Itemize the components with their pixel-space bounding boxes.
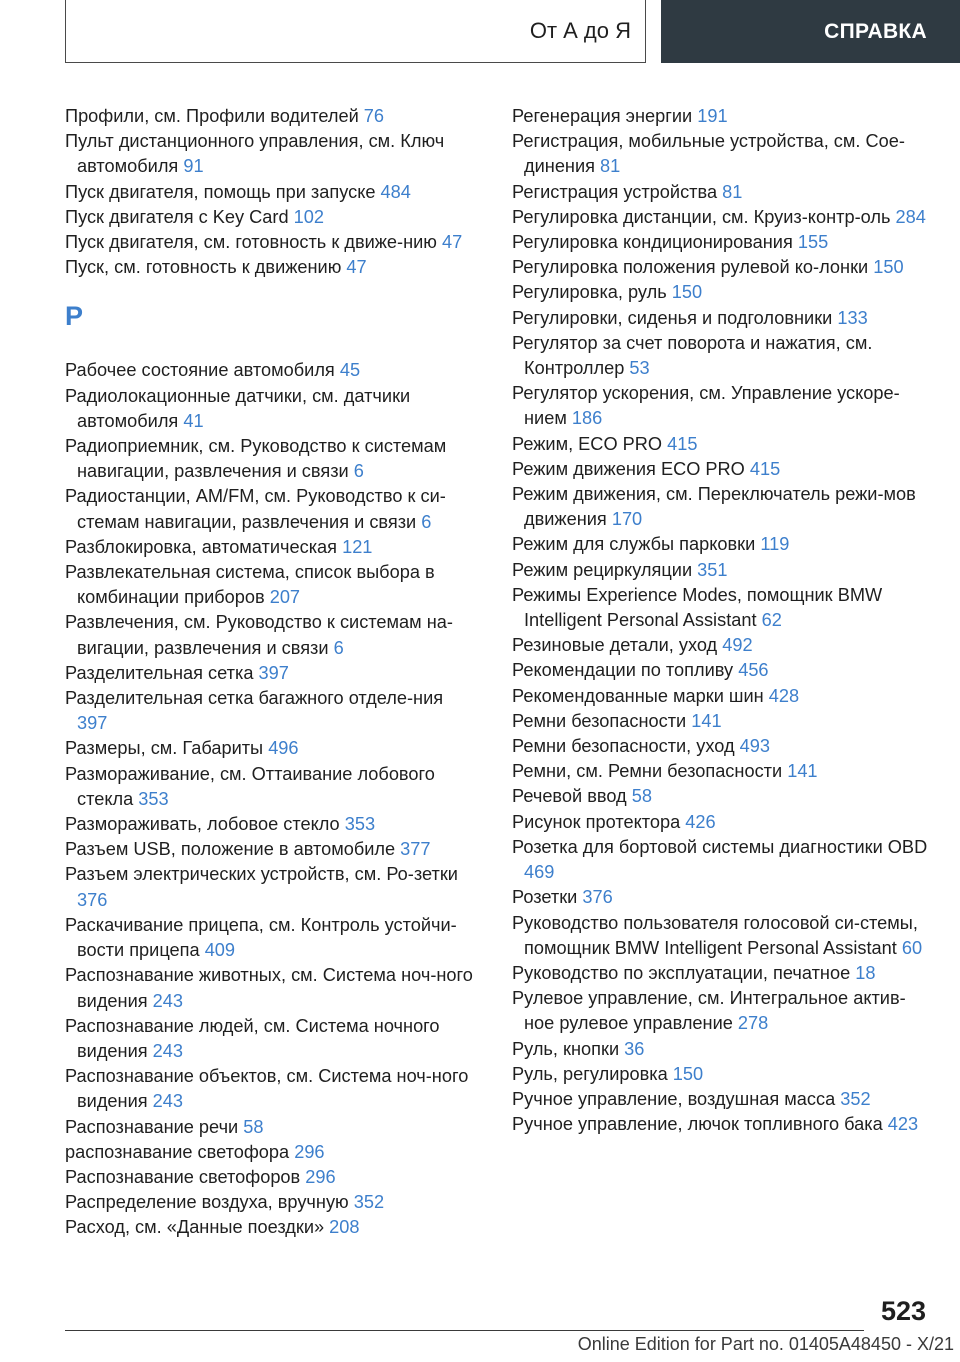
index-entry — [512, 381, 932, 431]
index-entry-page-link[interactable]: 415 — [749, 458, 781, 479]
index-entry-text: Раскачивание прицепа, см. Контроль устойчи-вости прицепа — [65, 914, 457, 961]
index-entry — [512, 658, 932, 683]
index-entry-text: Регистрация устройства — [512, 181, 723, 202]
index-entry-page-link[interactable]: 62 — [761, 610, 782, 631]
index-entry-page-link[interactable]: 36 — [624, 1038, 645, 1059]
index-entry — [65, 180, 475, 205]
index-entry-text: Режим движения, см. Переключатель режи-мов движения — [512, 484, 916, 530]
index-entry-text: Ручное управление, воздушная масса — [512, 1088, 841, 1109]
index-entry-text: Регулировки, сиденья и подголовники — [512, 307, 838, 328]
index-entry — [65, 812, 475, 837]
index-entry-page-link[interactable]: 186 — [571, 408, 603, 429]
index-entry-text: Распознавание животных, см. Система ноч-ного видения — [65, 965, 473, 1011]
index-entry-page-link[interactable]: 18 — [855, 962, 876, 983]
index-entry — [65, 1190, 475, 1215]
index-entry — [512, 1087, 932, 1112]
index-entry-page-link[interactable]: 6 — [353, 461, 364, 482]
index-entry-page-link[interactable]: 150 — [671, 282, 703, 303]
index-entry — [512, 1112, 932, 1137]
index-entry-page-link[interactable]: 6 — [421, 511, 432, 532]
index-entry — [512, 129, 932, 179]
index-entry — [512, 583, 932, 633]
index-entry — [65, 1215, 475, 1240]
index-entry — [65, 1014, 475, 1064]
index-entry-page-link[interactable]: 409 — [204, 940, 236, 961]
index-entry-text: Пуск двигателя, см. готовность к движе-нию — [65, 232, 442, 253]
index-entry — [512, 734, 932, 759]
index-entry-text: Развлечения, см. Руководство к системам на-вигации, развлечения и связи — [65, 612, 453, 658]
index-entry-text: Пуск двигателя, помощь при запуске — [65, 181, 381, 202]
index-entry — [65, 736, 475, 761]
index-list-left-top — [65, 104, 475, 280]
index-entry-text: Рекомендованные марки шин — [512, 685, 769, 706]
index-entry-page-link[interactable]: 469 — [524, 862, 555, 883]
index-entry — [512, 835, 932, 885]
index-entry — [65, 535, 475, 560]
index-entry — [65, 1165, 475, 1190]
index-entry-page-link[interactable]: 376 — [582, 887, 613, 908]
index-entry — [65, 1064, 475, 1114]
index-entry-page-link[interactable]: 352 — [353, 1192, 385, 1213]
index-entry-text: Розетка для бортовой системы диагностики OBD — [512, 836, 928, 857]
index-entry — [65, 104, 475, 129]
index-entry-text: Радиолокационные датчики, см. датчики автомобиля — [65, 385, 411, 431]
index-entry-text: Размеры, см. Габариты — [65, 738, 269, 759]
index-entry-text: Размораживать, лобовое стекло — [65, 814, 345, 835]
index-entry-page-link[interactable]: 351 — [697, 559, 728, 580]
index-entry-text: Регулировка положения рулевой ко-лонки — [512, 257, 874, 278]
index-entry-page-link[interactable]: 296 — [294, 1141, 325, 1162]
index-entry-page-link[interactable]: 352 — [840, 1088, 871, 1109]
index-entry-text: Регенерация энергии — [512, 106, 698, 126]
index-entry-text: Рабочее состояние автомобиля — [65, 360, 340, 381]
index-entry — [512, 230, 932, 255]
index-entry — [65, 255, 475, 280]
index-entry-text: Распознавание речи — [65, 1116, 244, 1137]
index-entry — [65, 230, 475, 255]
index-entry-text: Регулировка кондиционирования — [512, 232, 798, 253]
index-entry — [512, 759, 932, 784]
index-entry — [512, 180, 932, 205]
index-entry-text: Рисунок протектора — [512, 811, 686, 832]
index-entry — [65, 862, 475, 912]
index-list-right — [512, 104, 932, 1137]
index-entry-page-link[interactable]: 243 — [152, 1091, 184, 1112]
index-list-left-bottom — [65, 358, 475, 1240]
index-entry-text: Руль, кнопки — [512, 1038, 625, 1059]
index-entry-page-link[interactable]: 47 — [346, 257, 367, 278]
index-entry-text: Режим движения ECO PRO — [512, 458, 750, 479]
index-entry-page-link[interactable]: 6 — [333, 637, 344, 658]
chapter-tab[interactable] — [661, 0, 960, 63]
index-entry-text: Размораживание, см. Оттаивание лобового стекла — [65, 763, 435, 809]
index-entry-text: Расход, см. «Данные поездки» — [65, 1217, 330, 1238]
section-title: От А до Я — [529, 18, 631, 43]
index-entry — [65, 434, 475, 484]
index-entry — [512, 280, 932, 305]
index-entry-text: Профили, см. Профили водителей — [65, 106, 364, 126]
index-entry-text: Регулировка, руль — [512, 282, 672, 303]
index-entry-page-link[interactable]: 150 — [873, 257, 904, 278]
index-entry — [512, 558, 932, 583]
index-entry — [512, 532, 932, 557]
index-entry — [65, 358, 475, 383]
index-entry — [512, 810, 932, 835]
index-entry-page-link[interactable]: 53 — [629, 358, 650, 379]
index-entry-text: Пульт дистанционного управления, см. Ключ автомобиля — [65, 131, 445, 177]
index-entry-text: Распознавание людей, см. Система ночного видения — [65, 1015, 440, 1061]
index-entry — [512, 684, 932, 709]
index-entry-page-link[interactable]: 47 — [442, 232, 463, 253]
page-number: 523 — [880, 1296, 926, 1326]
index-entry-page-link[interactable]: 243 — [152, 1040, 184, 1061]
index-entry-text: Ремни, см. Ремни безопасности — [512, 761, 788, 782]
index-entry-text: Регистрация, мобильные устройства, см. Сое-динения — [512, 131, 905, 177]
index-column-right — [512, 104, 932, 1137]
index-entry-page-link[interactable]: 207 — [269, 587, 301, 608]
index-entry-page-link[interactable]: 397 — [77, 713, 108, 734]
index-entry-text: Распределение воздуха, вручную — [65, 1192, 354, 1213]
index-entry-page-link[interactable]: 133 — [837, 307, 868, 328]
index-entry — [512, 986, 932, 1036]
index-entry-page-link[interactable]: 423 — [887, 1114, 919, 1135]
index-entry-page-link[interactable]: 353 — [344, 814, 376, 835]
index-entry — [512, 104, 932, 129]
index-entry-text: Разблокировка, автоматическая — [65, 536, 343, 557]
index-entry — [65, 129, 475, 179]
index-entry-page-link[interactable]: 426 — [685, 811, 716, 832]
index-entry-page-link[interactable]: 492 — [722, 635, 753, 656]
index-entry-text: Регулировка дистанции, см. Круиз-контр-оль — [512, 206, 896, 227]
index-entry — [512, 961, 932, 986]
index-entry-text: Розетки — [512, 887, 583, 908]
index-entry — [65, 610, 475, 660]
index-entry — [65, 837, 475, 862]
footer-divider — [65, 1330, 864, 1331]
index-entry-page-link[interactable]: 428 — [768, 685, 800, 706]
index-entry — [512, 885, 932, 910]
index-entry — [512, 1037, 932, 1062]
index-entry — [65, 686, 475, 736]
index-entry — [65, 205, 475, 230]
index-entry — [512, 482, 932, 532]
index-entry — [65, 384, 475, 434]
index-entry — [65, 661, 475, 686]
index-entry-text: Пуск двигателя с Key Card — [65, 206, 294, 227]
index-entry-text: Резиновые детали, уход — [512, 635, 723, 656]
index-entry-page-link[interactable]: 60 — [901, 937, 923, 958]
index-entry — [512, 205, 932, 230]
index-entry — [65, 913, 475, 963]
index-entry-text: Ремни безопасности — [512, 710, 692, 731]
index-entry-page-link[interactable]: 91 — [183, 156, 204, 177]
section-header — [65, 0, 646, 63]
index-entry-page-link[interactable]: 353 — [138, 788, 169, 809]
index-entry-page-link[interactable]: 121 — [342, 536, 373, 557]
index-entry-page-link[interactable]: 278 — [737, 1013, 769, 1034]
index-letter-heading: Р — [65, 301, 84, 332]
index-entry-page-link[interactable]: 141 — [691, 710, 722, 731]
index-entry-page-link[interactable]: 496 — [268, 738, 299, 759]
footer-edition: Online Edition for Part no. 01405A48450 - X/21 — [577, 1334, 954, 1354]
index-entry-text: Регулятор за счет поворота и нажатия, см. Контроллер — [512, 332, 873, 379]
index-entry — [65, 963, 475, 1013]
index-entry-page-link[interactable]: 102 — [293, 206, 324, 227]
index-entry-page-link[interactable]: 456 — [738, 660, 769, 681]
index-entry — [512, 331, 932, 381]
index-entry-text: Регулятор ускорения, см. Управление ускоре-нием — [512, 383, 900, 429]
index-entry-text: Руль, регулировка — [512, 1063, 673, 1084]
index-entry-page-link[interactable]: 243 — [152, 990, 184, 1011]
index-entry-page-link[interactable]: 81 — [600, 156, 621, 177]
index-entry-text: Руководство по эксплуатации, печатное — [512, 962, 856, 983]
index-entry-text: Разъем USB, положение в автомобиле — [65, 839, 401, 860]
index-entry — [65, 560, 475, 610]
index-entry-text: Распознавание объектов, см. Система ноч-ного видения — [65, 1066, 469, 1112]
index-entry — [512, 633, 932, 658]
index-entry-text: Рекомендации по топливу — [512, 660, 739, 681]
index-entry-text: Пуск, см. готовность к движению — [65, 257, 347, 278]
index-entry — [512, 784, 932, 809]
index-entry-text: Ручное управление, лючок топливного бака — [512, 1114, 888, 1135]
index-entry-page-link[interactable]: 76 — [363, 106, 385, 126]
index-entry — [512, 1062, 932, 1087]
index-entry-page-link[interactable]: 397 — [258, 662, 289, 683]
index-column-left — [65, 104, 475, 1241]
index-entry — [512, 306, 932, 331]
index-entry-page-link[interactable]: 58 — [243, 1116, 264, 1137]
index-entry-page-link[interactable]: 45 — [339, 360, 361, 381]
index-entry-page-link[interactable]: 208 — [329, 1217, 360, 1238]
index-entry — [65, 1115, 475, 1140]
index-entry-text: Режим для службы парковки — [512, 534, 761, 555]
index-entry-page-link[interactable]: 81 — [722, 181, 743, 202]
index-entry-text: распознавание светофора — [65, 1141, 295, 1162]
index-entry — [512, 709, 932, 734]
index-entry-text: Режимы Experience Modes, помощник BMW Intelligent Personal Assistant — [512, 584, 883, 631]
index-entry-page-link[interactable]: 41 — [183, 410, 204, 431]
index-entry-text: Радиостанции, AM/FM, см. Руководство к си-стемам навигации, развлечения и связи — [65, 486, 446, 532]
index-entry-text: Руководство пользователя голосовой си-стемы, помощник BMW Intelligent Personal Assistant — [512, 912, 918, 958]
index-entry-page-link[interactable]: 141 — [787, 761, 818, 782]
index-entry — [65, 1140, 475, 1165]
index-entry — [512, 432, 932, 457]
index-entry-page-link[interactable]: 191 — [697, 106, 728, 126]
index-entry-page-link[interactable]: 150 — [672, 1063, 704, 1084]
index-entry-page-link[interactable]: 493 — [739, 736, 771, 757]
index-entry — [512, 457, 932, 482]
index-entry — [65, 762, 475, 812]
index-entry — [512, 255, 932, 280]
index-entry-page-link[interactable]: 484 — [380, 181, 411, 202]
index-entry-page-link[interactable]: 119 — [760, 534, 790, 555]
index-entry-text: Разделительная сетка — [65, 662, 259, 683]
index-entry — [65, 484, 475, 534]
index-entry-text: Режим рециркуляции — [512, 559, 698, 580]
index-entry-text: Разъем электрических устройств, см. Ро-зетки — [65, 864, 458, 885]
index-entry-text: Разделительная сетка багажного отделе-ния — [65, 688, 444, 709]
index-entry-page-link[interactable]: 415 — [667, 433, 698, 454]
index-entry-page-link[interactable]: 155 — [797, 232, 829, 253]
index-entry — [512, 911, 932, 961]
index-entry-text: Развлекательная система, список выбора в комбинации приборов — [65, 562, 435, 608]
index-entry-page-link[interactable]: 58 — [631, 786, 652, 807]
index-entry-page-link[interactable]: 377 — [400, 839, 431, 860]
index-entry-page-link[interactable]: 170 — [611, 509, 643, 530]
index-entry-text: Режим, ECO PRO — [512, 433, 668, 454]
chapter-title: СПРАВКА — [824, 19, 927, 43]
index-entry-text: Рулевое управление, см. Интегральное актив-ное рулевое управление — [512, 988, 906, 1034]
index-entry-page-link[interactable]: 376 — [77, 889, 108, 910]
index-entry-text: Радиоприемник, см. Руководство к системам навигации, развлечения и связи — [65, 436, 447, 482]
index-entry-text: Речевой ввод — [512, 786, 632, 807]
index-entry-text: Распознавание светофоров — [65, 1166, 306, 1187]
index-entry-page-link[interactable]: 296 — [305, 1166, 336, 1187]
index-entry-page-link[interactable]: 284 — [895, 206, 926, 227]
index-entry-text: Ремни безопасности, уход — [512, 736, 740, 757]
